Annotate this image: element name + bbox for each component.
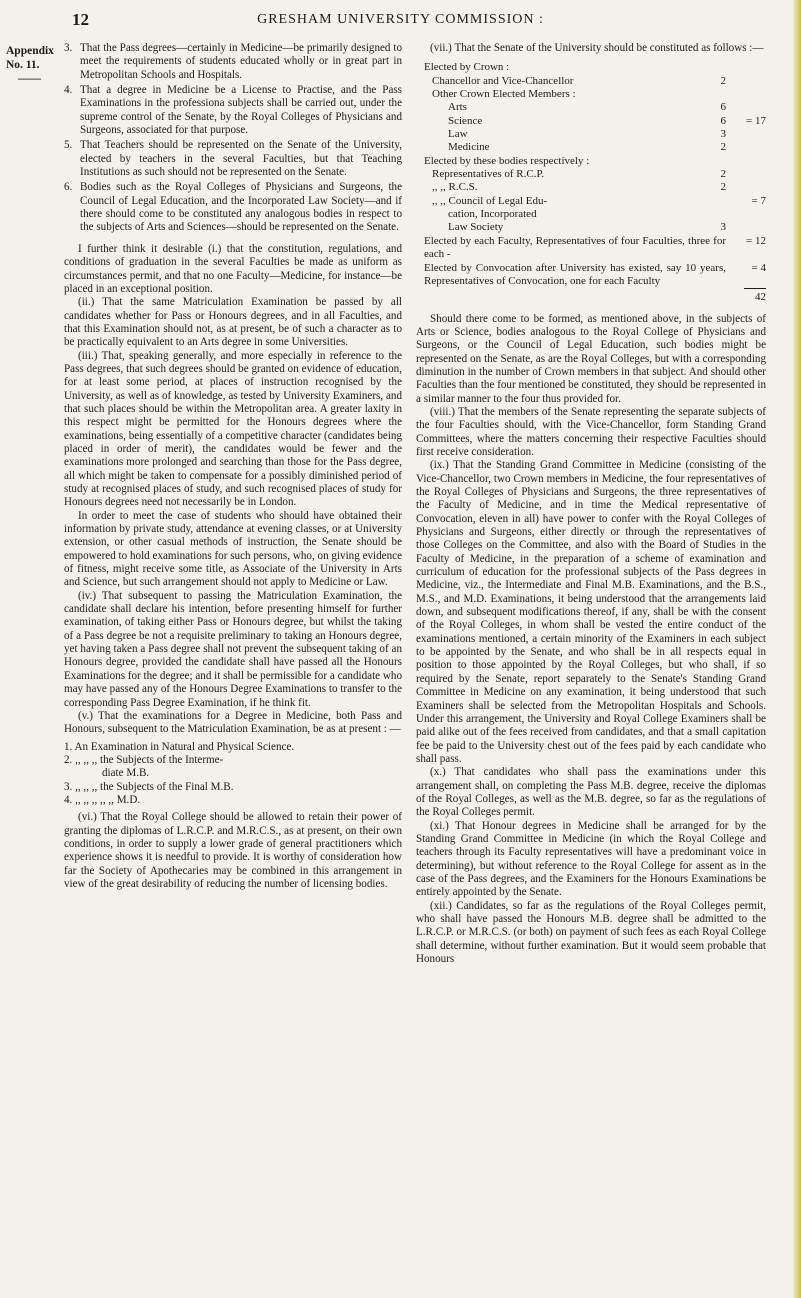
paragraph: (iv.) That subsequent to passing the Matriculation Examination, the candidate shall declare his intention, before presenting himself for further examination, of taking either Pass or Honours degree, but whilst the taking of a Pass degree be not a requisite preliminary to taking an Honours degree, yet having taken a Pass degree shall not prevent the subsequent taking of an Honours degree, provided the candidate shall have passed all the Honours Examinations for the degree; and it shall be permissible for a candidate who may have passed any of the Honours Degree Examinations to transfer to the corresponding Pass Degree Examination, if he think fit. bbox=[64, 589, 402, 709]
table-heading: Elected by Crown : bbox=[424, 61, 510, 74]
paragraph: I further think it desirable (i.) that the constitution, regulations, and conditions of graduation in the several Faculties be made as uniform as circumstances permit, and that no one Faculty—Medicine, for instance—be placed in an exceptional position. bbox=[64, 242, 402, 295]
numbered-paragraph: 6. Bodies such as the Royal Colleges of Physicians and Surgeons, the Council of Legal Education, and the Incorporated Law Society—and if there should come to be constituted any analogous bodies in respect to the subjects of Arts and Sciences—should be represented on the Senate. bbox=[64, 181, 402, 234]
table-row-label: Representatives of R.C.P. bbox=[432, 168, 545, 181]
paragraph: (ix.) That the Standing Grand Committee in Medicine (consisting of the Vice-Chancellor, two Crown members in Medicine, the four representatives of the Royal Colleges of Physicians and Surgeons, the three representatives of the Faculty of Medicine, and in time the Medical representative of Convocation, eleven in all) have power to confer with the Royal Colleges of Physicians and Surgeons, either directly or through the representatives of those Colleges on the Committee, and also with the Board of Studies in the Faculty of Medicine, in the preparation of a scheme of examination and curriculum of education for the professional subjects of the Pass degrees in Medicine, viz., the Intermediate and Final M.B. Examinations, and the B.S., M.S., and M.D. Examinations, it being understood that the arrangements laid down, and subsequent modifications thereof, if any, shall be with the consent of the Royal Colleges, in whom shall be vested the entire conduct of the examinations mentioned, a certain minority of the Examiners in each subject to be appointed by the Senate, and who shall be in all respects equal in position to those appointed by the Royal Colleges, but who shall, if so required by the Senate, report separately to the Senate's Standing Grand Committee in Medicine on any examination, it being understood that such Examiners shall be selected from the Metropolitan Hospitals and Schools. Under this arrangement, the University and Royal College Examiners shall be paid alike out of the fees received from candidates, and that a small capitation fee be paid to the University chest out of the fees paid by each candidate who shall pass. bbox=[416, 459, 766, 765]
paragraph-text: That a degree in Medicine be a License to Practise, and the Pass Examinations in the professiona subjects shall be carried out, under the supreme control of the Senate, by the Royal Colleges of Physicians and Surgeons, associated for that purpose. bbox=[80, 84, 402, 137]
table-row-label: Elected by Convocation after University has existed, say 10 years, Representatives of Convocation, one for each Faculty bbox=[424, 261, 726, 287]
right-column bbox=[416, 42, 766, 966]
table-row-label: cation, Incorporated bbox=[448, 208, 537, 221]
senate-composition-table bbox=[424, 61, 766, 304]
table-row-label: Other Crown Elected Members : bbox=[432, 88, 576, 101]
paragraph: (v.) That the examinations for a Degree in Medicine, both Pass and Honours, subsequent to the Matriculation Examination, be as at present : — bbox=[64, 709, 402, 736]
table-row-value: 2 bbox=[720, 141, 726, 154]
running-header bbox=[0, 10, 801, 32]
table-row-label: Law bbox=[448, 128, 468, 141]
table-row-label: Science bbox=[448, 114, 483, 127]
table-row-label: Medicine bbox=[448, 141, 490, 154]
list-item: 1. An Examination in Natural and Physical Science. bbox=[64, 740, 295, 753]
subtotal-value: = 17 bbox=[746, 114, 766, 127]
page-edge-binding bbox=[793, 0, 801, 1298]
subtotal-value: = 4 bbox=[751, 261, 766, 274]
table-row-label: ,, ,, Council of Legal Edu- bbox=[432, 194, 548, 207]
paragraph-text: Bodies such as the Royal Colleges of Physicians and Surgeons, the Council of Legal Education, and the Incorporated Law Society—and if there should come to be constituted any analogous bodies in respect to the subjects of Arts and Sciences—should be represented on the Senate. bbox=[80, 181, 402, 234]
paragraph: In order to meet the case of students who should have obtained their information by private study, attendance at evening classes, or at University extension, or other casual methods of instruction, the Senate should be empowered to hold examinations for such persons, who, on giving evidence of fitness, might receive some title, as Associate of the University in Arts and Science, but such arrangement should not apply to Medicine or Law. bbox=[64, 509, 402, 589]
grand-total: 42 bbox=[744, 288, 766, 304]
appendix-rule: —— bbox=[18, 73, 41, 85]
paragraph: (vii.) That the Senate of the University should be constituted as follows :— bbox=[430, 42, 764, 54]
table-row-value: 3 bbox=[720, 128, 726, 141]
table-row-value: 6 bbox=[720, 114, 726, 127]
list-item: 4. ,, ,, ,, ,, ,, M.D. bbox=[64, 793, 141, 806]
numbered-paragraph: 5. That Teachers should be represented on the Senate of the University, elected by teachers in the several Faculties, but that Teaching Institutions as such should not be represented on the Senate. bbox=[64, 139, 402, 179]
paragraph-text: That the Pass degrees—certainly in Medicine—be primarily designed to meet the requirements of students educated wholly or in great part in Metropolitan Schools and Hospitals. bbox=[80, 42, 402, 81]
paragraph: (vi.) That the Royal College should be allowed to retain their power of granting the diplomas of L.R.C.P. and M.R.C.S., as at present, on their own conditions, in order to supply a lower grade of general practitioners which experience shows it is needful to provide. It is worthy of consideration how far the Society of Apothecaries may be combined in this arrangement in view of the great desirability of reducing the number of licensing bodies. bbox=[64, 811, 402, 890]
page-number: 12 bbox=[72, 10, 89, 29]
paragraph: (xii.) Candidates, so far as the regulations of the Royal Colleges permit, who shall have passed the Honours M.B. degree shall be admitted to the L.R.C.P. or M.R.C.S. (or both) on payment of such fees as each Royal College shall determine, without further examination. But it would seem probable that Honours bbox=[416, 899, 766, 966]
page-title: GRESHAM UNIVERSITY COMMISSION : bbox=[257, 12, 544, 27]
list-item-continued: diate M.B. bbox=[102, 767, 150, 780]
subtotal-value: = 7 bbox=[751, 194, 766, 207]
table-row-value: 2 bbox=[720, 74, 726, 87]
appendix-number: No. 11. bbox=[6, 59, 40, 71]
table-row-label: Chancellor and Vice-Chancellor bbox=[432, 74, 574, 87]
table-row-value: 6 bbox=[720, 101, 726, 114]
examination-list bbox=[64, 741, 402, 808]
numbered-paragraph: 3. That the Pass degrees—certainly in Medicine—be primarily designed to meet the requirements of students educated wholly or in great part in Metropolitan Schools and Hospitals. bbox=[64, 42, 402, 81]
left-column bbox=[64, 42, 402, 891]
numbered-paragraph: 4. That a degree in Medicine be a License to Practise, and the Pass Examinations in the professiona subjects shall be carried out, under the supreme control of the Senate, by the Royal Colleges of Physicians and Surgeons, associated for that purpose. bbox=[64, 84, 402, 137]
appendix-marker bbox=[6, 44, 54, 86]
table-row-label: ,, ,, R.C.S. bbox=[432, 181, 478, 194]
table-row-label: Arts bbox=[448, 101, 467, 114]
table-heading: Elected by these bodies respectively : bbox=[424, 154, 590, 167]
paragraph: (iii.) That, speaking generally, and more especially in reference to the Pass degrees, that such degrees should be granted on evidence of education, for at least some period, at places of instruction recognised by the University, as well as of knowledge, as tested by University Examiners, and that such places should be within the Metropolitan area. A greater laxity in this respect might be permitted for the Honours degrees where the examinations, being essentially of a competitive character (candidates being placed in order of merit), the candidates would be fewer and the examinations more prolonged and searching than those for the Pass degree, all which might be taken to compensate for a possibly diminished period of study at recognised places of study, and such recognised places of study for Honours degrees need not necessarily be in London. bbox=[64, 349, 402, 509]
subtotal-value: = 12 bbox=[746, 234, 766, 247]
table-row-label: Law Society bbox=[448, 221, 504, 234]
paragraph-text: That Teachers should be represented on the Senate of the University, elected by teachers in the several Faculties, but that Teaching Institutions as such should not be represented on the Senate. bbox=[80, 139, 402, 179]
paragraph: (xi.) That Honour degrees in Medicine shall be arranged for by the Standing Grand Committee in Medicine (in which the Royal College and teachers through its Faculty representatives will have a predominant voice in determining), but without reference to the Royal College for assent as in the case of the Pass degrees, and the Examiners for the Honours Examinations be entirely appointed by the Senate. bbox=[416, 819, 766, 899]
paragraph: Should there come to be formed, as mentioned above, in the subjects of Arts or Science, bodies analogous to the Royal College of Physicians and Surgeons, or the Council of Legal Education, such bodies might be represented on the Senate, as are the Royal Colleges, but with a corresponding diminution in the number of Crown members in that subject. And should other Faculties than the four mentioned be constituted, they should be represented in a similar manner to the four thus provided for. bbox=[416, 312, 766, 405]
table-row-value: 3 bbox=[720, 221, 726, 234]
list-item: 3. ,, ,, ,, the Subjects of the Final M.B. bbox=[64, 780, 234, 793]
table-row-value: 2 bbox=[720, 181, 726, 194]
paragraph: (x.) That candidates who shall pass the examinations under this arrangement shall, on completing the Pass M.B. degree, receive the diplomas of the Royal Colleges, as well as the M.B. degree, so far as the regulations of the Royal Colleges permit. bbox=[416, 766, 766, 819]
paragraph: (viii.) That the members of the Senate representing the separate subjects of the four Faculties should, with the Vice-Chancellor, form Standing Grand Committees, where the matters concerning their respective Faculties should first receive consideration. bbox=[416, 405, 766, 458]
table-row-value: 2 bbox=[720, 168, 726, 181]
list-item: 2. ,, ,, ,, the Subjects of the Interme- bbox=[64, 753, 224, 766]
appendix-label: Appendix bbox=[6, 45, 54, 57]
paragraph: (ii.) That the same Matriculation Examination be passed by all candidates whether for Pass or Honours degrees, and in all Faculties, and that this Examination should not, as at present, be of such a character as to be practically equivalent to an Arts degree in some Universities. bbox=[64, 296, 402, 349]
table-row-label: Elected by each Faculty, Representatives of four Faculties, three for each - bbox=[424, 234, 726, 261]
